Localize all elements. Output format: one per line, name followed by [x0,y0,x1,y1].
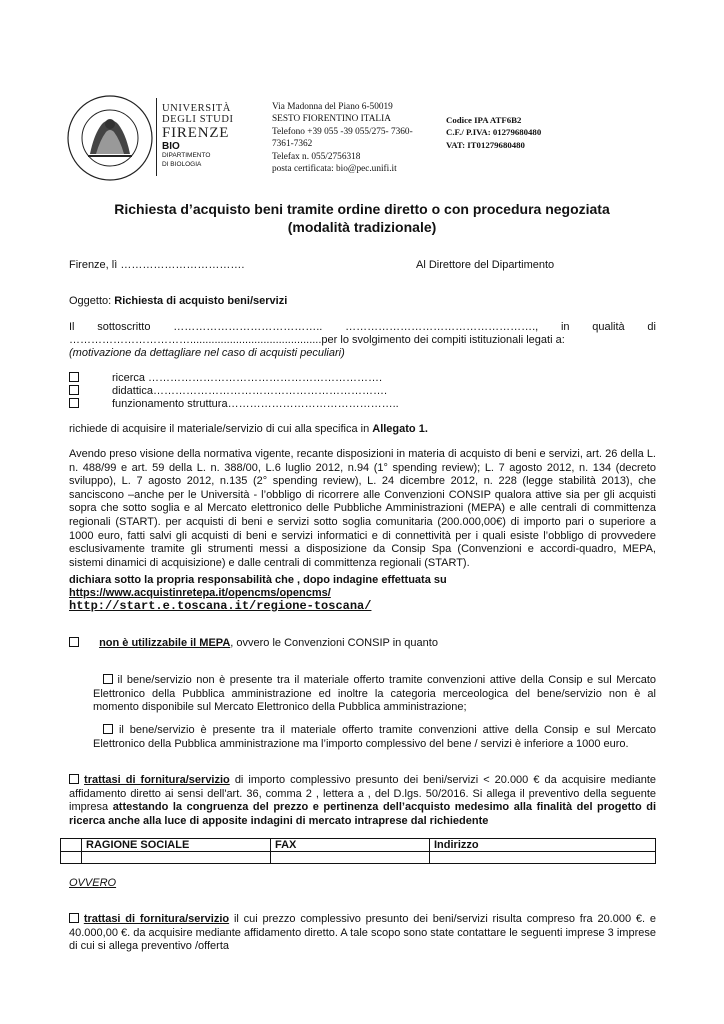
sub1-line: momento disponibile sul Mercato Elettronico della Pubblica amministrazione; [93,701,467,714]
checkbox-mepa[interactable] [69,637,79,647]
checkbox-not-present[interactable] [103,674,113,684]
seal-icon [66,94,154,182]
declaration-text: dichiara sotto la propria responsabilità che , dopo indagine effettuata su [69,574,447,586]
supply1-line [69,801,656,815]
subject [69,295,287,307]
legal-line: sanciscono –anche per le Università - l’obbligo di ricorrere alle Convenzioni CONSIP qualora attive sia per gli acquisti [69,488,656,501]
suppliers-table [60,838,656,864]
checkbox-supply-under-20000[interactable] [69,774,79,784]
surname-field: ……………………………………………., [345,321,539,333]
university-line2: DEGLI STUDI [162,114,234,125]
table-row [61,852,656,864]
university-line3: FIRENZE [162,125,230,141]
undersigned-word: Il [69,321,75,333]
table-cell[interactable] [61,852,82,864]
address-block [272,101,413,175]
checkbox-ricerca[interactable] [69,372,79,382]
supply2-label: trattasi di fornitura/servizio [83,913,230,925]
link-acquistinrete[interactable]: https://www.acquistinretepa.it/opencms/opencms/ [69,587,331,599]
legal-line: sistemi dinamici di acquisizione) e dalle centrali di committenza regionali (START). [69,556,470,569]
undersigned-line2: ……………………………...........................................per lo svolgimento dei compiti istituzionali legati a: [69,334,565,346]
dept-line2: DI BIOLOGIA [162,161,202,168]
subject-label: Oggetto: [69,295,112,307]
undersigned-word: in [560,321,570,333]
undersigned-word: di [647,321,656,333]
request-text: richiede di acquisire il materiale/servizio di cui alla specifica in [69,423,370,435]
sub1-line [93,674,656,688]
table-header-fax: FAX [271,839,430,852]
table-cell [61,839,82,852]
legal-line: sviluppo), L. 7 agosto 2012, n.135 (2° spending review), L. 24 dicembre 2012, n. 228 (legge stabilità 2013), che [69,475,656,488]
checkbox-funzionamento[interactable] [69,398,79,408]
table-header-row [61,839,656,852]
title-line1: Richiesta d’acquisto beni tramite ordine diretto o con procedura negoziata [114,201,610,217]
attachment-ref: Allegato 1. [372,423,428,435]
address-line: posta certificata: bio@pec.unifi.it [272,164,397,175]
motivation-note: (motivazione da dettagliare nel caso di acquisti peculiari) [69,347,345,359]
recipient: Al Direttore del Dipartimento [416,259,555,271]
university-line1: UNIVERSITÀ [162,103,231,114]
purpose-list [69,372,399,411]
legal-paragraph [69,448,656,570]
legal-line: Avendo preso visione della normativa vigente, recante disposizioni in materia di acquisto di beni e servizi, art. 26 della L. [69,448,656,460]
supply1-line: affidamento diretto ai sensi dell'art. 36, comma 2 , lettera a , del D.lgs. 50/2016. Si allega il preventivo della seguente [69,787,656,800]
table-cell[interactable] [430,852,656,864]
supply-option-2 [69,913,656,954]
document-title [60,200,664,236]
sub1-text: il bene/servizio non è presente tra il materiale offerto tramite convenzioni attive della Consip e sul Mercato [117,674,656,686]
legal-line: esclusivamente tramite gli strumenti messi a disposizione da Consip Spa (Convenzioni e accordi-quadro, MEPA, [69,543,656,556]
sub2-text: il bene/servizio è presente tra il materiale offerto tramite convenzioni attive della Consip e sul Mercato [118,724,656,736]
checkbox-supply-20000-40000[interactable] [69,913,79,923]
sub2-line [93,724,656,738]
place-date: Firenze, lì ……………………………. [69,259,245,271]
purpose-label: funzionamento struttura……………………………………….. [112,398,399,410]
university-name [162,103,234,141]
supply1-text: di importo complessivo presunto dei beni/servizi < 20.000 € da acquisire mediante [234,774,657,786]
checkbox-under-1000[interactable] [103,724,113,734]
vat-code: VAT: IT01279680480 [446,139,525,150]
address-line: SESTO FIORENTINO ITALIA [272,114,391,125]
sub-option-2 [93,724,656,751]
table-cell[interactable] [271,852,430,864]
undersigned-line1 [69,321,656,333]
checkbox-didattica[interactable] [69,385,79,395]
address-line: Telefax n. 055/2756318 [272,151,361,162]
address-line: 7361-7362 [272,139,313,150]
supply2-line: di cui si allega preventivo /offerta [69,940,229,953]
supply1-bold: attestando la congruenza del prezzo e pertinenza dell’acquisto medesimo alla finalità del progetto di [112,801,656,814]
ovvero-label: OVVERO [69,877,117,889]
link-start-toscana[interactable]: http://start.e.toscana.it/regione-toscana/ [69,599,372,613]
supply2-line [69,913,656,927]
dept-code: BIO [162,141,180,152]
request-line [69,423,428,435]
purpose-item [69,398,399,411]
legal-line: n. 488/99 e art. 59 della L. n. 388/00, L.6 luglio 2012, n.94 (1° spending review); L. 7 agosto 2012, n. 134 (decreto [69,461,656,474]
table-cell[interactable] [82,852,271,864]
codes-block [446,114,541,151]
supply1-label: trattasi di fornitura/servizio [84,774,230,786]
legal-line: regionali (START). per acquisti di beni e servizi sotto soglia comunitaria (200.000,00€) di importo pari o superiore a [69,515,656,528]
supply1-line: ricerca anche alla luce di apposite indagini di mercato intraprese dal richiedente [69,814,489,827]
mepa-bold: non è utilizzabile il MEPA [99,637,231,649]
dept-line1: DIPARTIMENTO [162,152,211,159]
sub2-line: Elettronico della Pubblica amministrazione ma l’importo complessivo del bene / servizi è inferiore a 1000 euro. [93,737,629,750]
subject-text: Richiesta di acquisto beni/servizi [114,295,288,307]
purpose-label: didattica………………………………………………………. [112,385,388,397]
supply1-line [69,774,656,788]
undersigned-word: sottoscritto [97,321,151,333]
legal-line: sopra che sotto soglia e al Mercato elettronico delle Pubbliche Amministrazioni (MEPA) e alle centrali di committenza [69,502,656,515]
declaration [69,574,447,613]
table-header-indirizzo: Indirizzo [430,839,656,852]
supply1-text: impresa [69,801,109,814]
undersigned-word: qualità [592,321,625,333]
supply2-line: 40.000,00 €. da acquisire mediante affidamento diretto. A tale scopo sono state contattare le seguenti imprese 3 imprese [69,926,656,939]
address-line: Telefono +39 055 -39 055/275- 7360- [272,126,413,137]
purpose-item [69,372,399,385]
tax-code: C.F./ P.IVA: 01279680480 [446,127,542,138]
sub-option-1 [93,674,656,715]
table-header-ragione-sociale: RAGIONE SOCIALE [82,839,271,852]
supply-option-1 [69,774,656,828]
title-line2: (modalità tradizionale) [287,219,437,235]
ipa-code: Codice IPA ATF6B2 [446,115,522,125]
purpose-item [69,385,399,398]
address-line: Via Madonna del Piano 6-50019 [272,102,393,112]
mepa-option [69,637,438,649]
university-seal [66,94,154,182]
dept-block [162,142,210,169]
supply2-text: il cui prezzo complessivo presunto dei beni/servizi risulta compreso fra 20.000 €. e [233,913,656,925]
purpose-label: ricerca ………………………………………………………. [112,372,383,384]
mepa-rest: , ovvero le Convenzioni CONSIP in quanto [230,637,438,649]
header-divider [156,98,157,176]
sub1-line: Elettronico della Pubblica amministrazione ed inoltre la categoria merceologica del bene/servizio non è al [93,687,656,700]
legal-line: 1000 euro, fatti salvi gli acquisti di beni e servizi informatici e di connettività per i quali esiste l’obbligo di provvedere [69,529,656,542]
name-field: ………………………………….. [173,321,323,333]
